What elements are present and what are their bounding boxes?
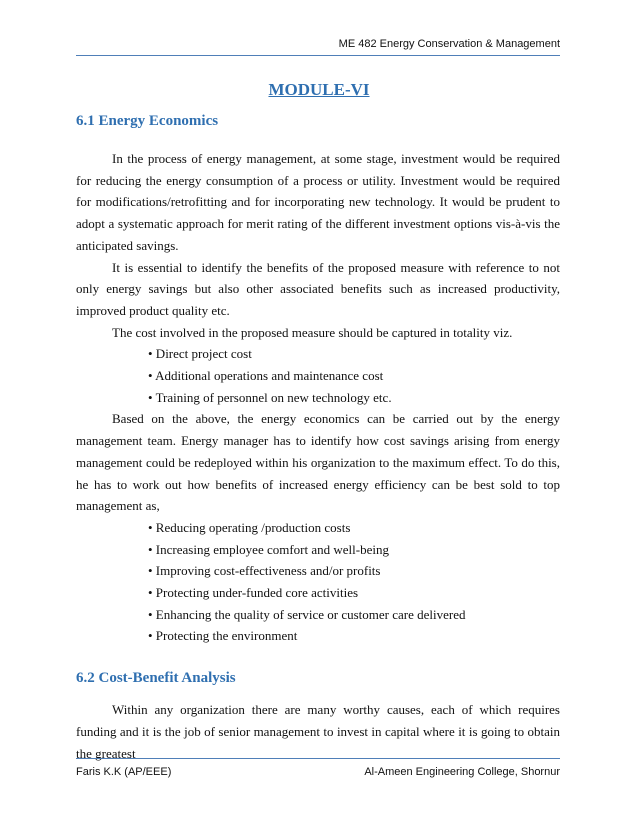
list-item: • Reducing operating /production costs: [148, 519, 351, 535]
document-body: [76, 108, 560, 764]
section-heading-energy-economics: 6.1 Energy Economics: [76, 113, 219, 129]
header-rule: [76, 55, 560, 56]
paragraph: The cost involved in the proposed measure should be captured in totality viz.: [112, 324, 513, 340]
footer-rule: [76, 758, 560, 759]
footer-author: Faris K.K (AP/EEE): [76, 766, 172, 778]
benefits-list: [76, 517, 560, 647]
page-header: ME 482 Energy Conservation & Management: [338, 38, 560, 50]
list-item: • Improving cost-effectiveness and/or profits: [148, 563, 381, 579]
list-item: • Training of personnel on new technology etc.: [148, 389, 392, 405]
paragraph: It is essential to identify the benefits of the proposed measure with reference to not only energy savings but also other associated benefits such as increased productivity, improved product quality etc.: [76, 259, 560, 318]
list-item: • Protecting under-funded core activities: [148, 585, 359, 601]
list-item: • Enhancing the quality of service or customer care delivered: [148, 606, 466, 622]
footer-institution: Al-Ameen Engineering College, Shornur: [364, 766, 560, 778]
paragraph: In the process of energy management, at some stage, investment would be required for reducing the energy consumption of a process or utility. Investment would be required for modifications/retrofitting and for incorporating new technology. It would be prudent to adopt a systematic approach for merit rating of the different investment options vis-à-vis the anticipated savings.: [76, 151, 560, 253]
section-heading-cost-benefit-analysis: 6.2 Cost-Benefit Analysis: [76, 670, 236, 687]
list-item: • Additional operations and maintenance cost: [148, 368, 384, 384]
list-item: • Direct project cost: [148, 346, 252, 362]
list-item: • Increasing employee comfort and well-being: [148, 541, 389, 557]
paragraph: Based on the above, the energy economics can be carried out by the energy management team. Energy manager has to identify how cost savings arising from energy management could be redeployed within his organization to the maximum effect. To do this, he has to work out how benefits of increased energy efficiency can be best sold to top management as,: [76, 411, 560, 514]
module-title: MODULE-VI: [268, 80, 370, 99]
cost-list: [76, 343, 560, 408]
paragraph: Within any organization there are many worthy causes, each of which requires funding and it is the job of senior management to invest in capital where it is going to obtain the greatest: [76, 702, 560, 761]
list-item: • Protecting the environment: [148, 628, 298, 644]
